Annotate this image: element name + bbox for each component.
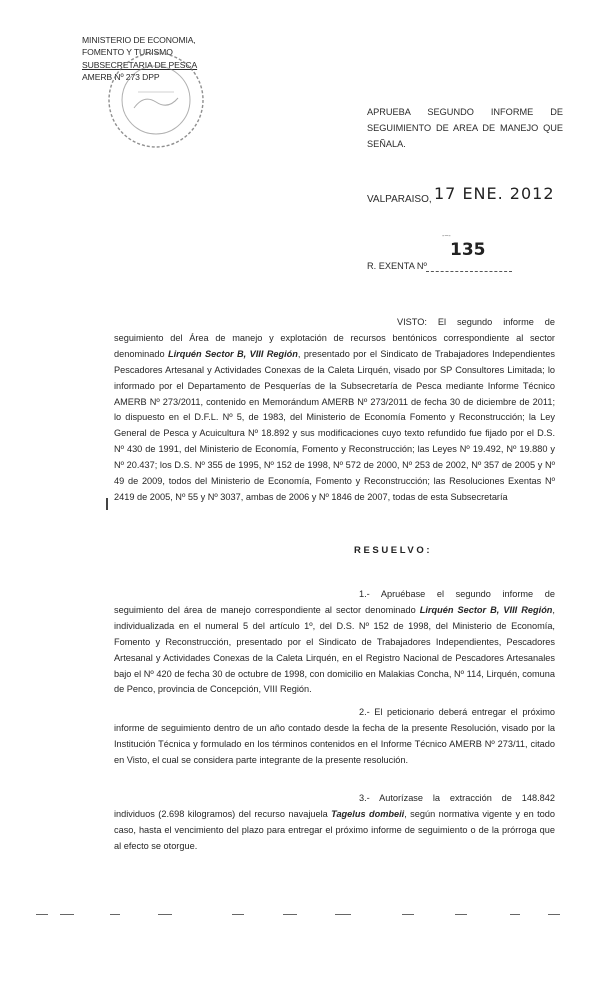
footer-dash bbox=[60, 914, 74, 915]
margin-tick bbox=[106, 498, 108, 510]
date-stamp: 17 ENE. 2012 bbox=[434, 184, 555, 203]
item-1-text-a: seguimiento del área de manejo correspondiente al sector denominado bbox=[114, 604, 420, 615]
item-1-lead: 1.- Apruébase el segundo informe de bbox=[359, 589, 555, 599]
footer-dash bbox=[510, 914, 520, 915]
item-2-lead: 2.- El peticionario deberá entregar el bbox=[359, 707, 518, 717]
footer-dash bbox=[110, 914, 120, 915]
item-2-text: próximo informe de seguimiento dentro de un año contado desde la fecha de la presente Resolución, visado por la Institución Técnica y formulado en los términos contenidos en el Informe Técnico AMERB Nº 273/11, citado en Visto, el cual se considera parte integrante de la presente resolución. bbox=[114, 707, 555, 765]
resolution-label: R. EXENTA Nº bbox=[367, 261, 427, 271]
item-3-species: Tagelus dombeii bbox=[331, 808, 405, 819]
footer-dash bbox=[335, 914, 351, 915]
resolution-item-1 bbox=[114, 587, 555, 698]
footer-dash bbox=[402, 914, 414, 915]
header-line-3: SUBSECRETARIA DE PESCA bbox=[82, 59, 198, 70]
resolution-item-3 bbox=[114, 791, 555, 855]
resolution-subject: APRUEBA SEGUNDO INFORME DE SEGUIMIENTO DE AREA DE MANEJO QUE SEÑALA. bbox=[367, 107, 563, 149]
place: VALPARAISO, bbox=[367, 194, 432, 205]
resolution-item-2 bbox=[114, 705, 555, 769]
item-3-text-b: , según normativa vigente y en todo caso, hasta el vencimiento del plazo para entregar el próximo informe de seguimiento o de la prórroga que al efecto se otorgue. bbox=[114, 808, 555, 851]
item-3-text-a: individuos (2.698 kilogramos) del recurso navajuela bbox=[114, 808, 332, 819]
footer-dash bbox=[232, 914, 244, 915]
visto-lead: VISTO: El segundo informe de seguimiento bbox=[114, 317, 555, 343]
margin-mark: -~- bbox=[442, 233, 451, 240]
footer-dash bbox=[158, 914, 172, 915]
header-line-1: MINISTERIO DE ECONOMIA, bbox=[82, 35, 196, 45]
item-3-lead: 3.- Autorízase la extracción de 148.842 bbox=[359, 793, 555, 803]
footer-dash bbox=[283, 914, 297, 915]
resolution-number: 135 bbox=[450, 240, 486, 260]
item-1-sector: Lirquén Sector B, VIII Región bbox=[419, 604, 553, 615]
visto-text-b: , presentado por el Sindicato de Trabajadores Independientes Pescadores Artesanal y Actividades Conexas de la Caleta Lirquén, visado por SP Consultores Limitada; lo informado por el Departamento de Pesquerías de la Subsecretaría de Pesca mediante Informe Técnico AMERB Nº 273/2011, contenido en Memorándum AMERB Nº 273/2011 de fecha 30 de diciembre de 2011; lo dispuesto en el D.F.L. Nº 5, de 1983, del Ministerio de Economía Fomento y Reconstrucción; la Ley General de Pesca y Acuicultura Nº 18.892 y sus modificaciones cuyo texto refundido fue fijado por el D.S. Nº 430 de 1991, del Ministerio de Economía, Fomento y Reconstrucción; las Leyes Nº 19.492, Nº 19.880 y Nº 20.437; los D.S. Nº 355 de 1995, Nº 152 de 1998, Nº 572 de 2000, Nº 253 de 2002, Nº 357 de 2005 y Nº 49 de 2009, todos del Ministerio de Economía, Fomento y Reconstrucción; las Resoluciones Exentas Nº 2419 de 2005, Nº 55 y Nº 3037, ambas de 2006 y Nº 1846 de 2007, todas de esta Subsecretaría bbox=[114, 348, 555, 502]
resuelvo-heading: RESUELVO: bbox=[354, 545, 433, 556]
header-line-2: FOMENTO Y TURISMO bbox=[82, 47, 173, 58]
header-line-4: AMERB Nº 273 DPP bbox=[82, 72, 160, 83]
item-1-text-b: , individualizada en el numeral 5 del artículo 1º, del D.S. Nº 152 de 1998, del Ministerio de Economía, Fomento y Reconstrucción, presentado por el Sindicato de Trabajadores Independientes, Pescadores Artesanal y Actividades Conexas de la Caleta Lirquén, en el Registro Nacional de Pescadores Artesanales bajo el Nº 420 de fecha 30 de octubre de 1998, con domicilio en Malakias Concha, Nº 114, Lirquén, comuna de Penco, provincia de Concepción, VIII Región. bbox=[114, 604, 555, 695]
visto-paragraph bbox=[114, 315, 555, 506]
resolution-number-rule bbox=[426, 271, 512, 272]
footer-dash bbox=[36, 914, 48, 915]
official-stamp-icon bbox=[104, 48, 208, 152]
footer-dash bbox=[455, 914, 467, 915]
visto-text-a: del Área de manejo y explotación de recursos bentónicos correspondiente al sector denominado bbox=[114, 332, 555, 359]
footer-dash bbox=[548, 914, 560, 915]
visto-sector: Lirquén Sector B, VIII Región bbox=[167, 348, 298, 359]
